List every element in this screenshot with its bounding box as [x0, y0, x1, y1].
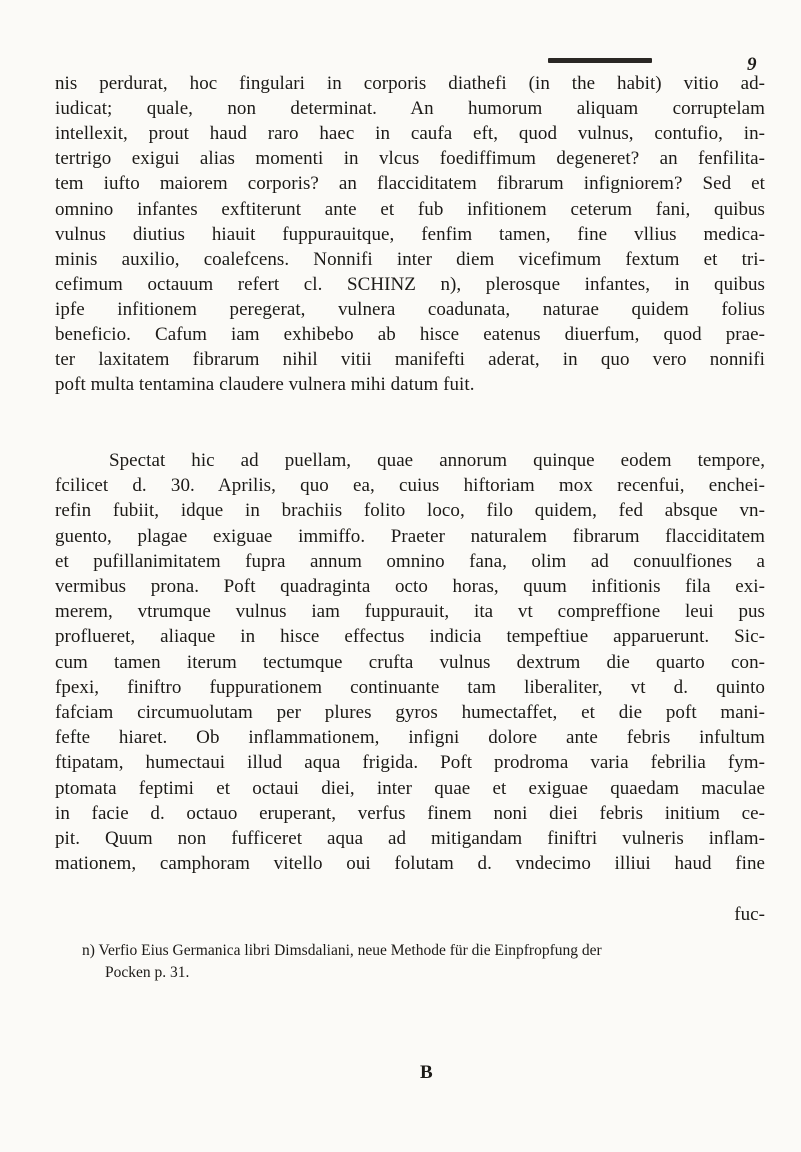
- text-line: iudicat; quale, non determinat. An humorum aliquam corruptelam: [55, 98, 765, 120]
- text-line: fafciam circumuolutam per plures gyros humectaffet, et die poft mani-: [55, 702, 765, 723]
- text-line: et pufillanimitatem fupra annum omnino fana, olim ad conuulfiones a: [55, 550, 765, 572]
- header-rule: [548, 58, 652, 63]
- catchword: fuc-: [734, 904, 765, 925]
- text-line: pit. Quum non fufficeret aqua ad mitigandam finiftri vulneris inflam-: [55, 828, 765, 849]
- text-line: beneficio. Cafum iam exhibebo ab hisce eatenus diuerfum, quod prae-: [55, 324, 765, 345]
- text-line: merem, vtrumque vulnus iam fuppurauit, ita vt compreffione leui pus: [55, 601, 765, 623]
- text-line: tertrigo exigui alias momenti in vlcus foediffimum degeneret? an fenfilita-: [55, 148, 765, 170]
- text-line: ftipatam, humectaui illud aqua frigida. Poft prodroma varia febrilia fym-: [55, 752, 765, 774]
- text-line: guento, plagae exiguae immiffo. Praeter naturalem fibrarum flacciditatem: [55, 525, 765, 547]
- text-line: cefimum octauum refert cl. SCHINZ n), plerosque infantes, in quibus: [55, 273, 765, 295]
- text-line: omnino infantes exftiterunt ante et fub infitionem ceterum fani, quibus: [55, 198, 765, 220]
- page-number: 9: [747, 54, 757, 75]
- text-line: ptomata feptimi et octaui diei, inter quae et exiguae quaedam maculae: [55, 777, 765, 799]
- text-line: tem iufto maiorem corporis? an flacciditatem fibrarum infigniorem? Sed et: [55, 173, 765, 195]
- text-line: vermibus prona. Poft quadraginta octo horas, quum infitionis fila exi-: [55, 576, 765, 597]
- footnote-line: Pocken p. 31.: [105, 964, 190, 981]
- text-line: Spectat hic ad puellam, quae annorum quinque eodem tempore,: [109, 450, 765, 471]
- text-line: vulnus diutius hiauit fuppurauitque, fenfim tamen, fine vllius medica-: [55, 223, 765, 245]
- text-line: ter laxitatem fibrarum nihil vitii manifefti aderat, in quo vero nonnifi: [55, 349, 765, 371]
- text-line: fpexi, finiftro fuppurationem continuante tam liberaliter, vt d. quinto: [55, 676, 765, 698]
- text-line: refin fubiit, idque in brachiis folito loco, filo quidem, fed absque vn-: [55, 500, 765, 522]
- signature-mark: B: [420, 1062, 433, 1083]
- text-line: mationem, camphoram vitello oui folutam d. vndecimo illiui haud fine: [55, 853, 765, 875]
- text-line: cum tamen iterum tectumque crufta vulnus dextrum die quarto con-: [55, 651, 765, 673]
- text-line: fcilicet d. 30. Aprilis, quo ea, cuius hiftoriam mox recenfui, enchei-: [55, 475, 765, 497]
- text-line: minis auxilio, coalefcens. Nonnifi inter diem vicefimum fextum et tri-: [55, 248, 765, 270]
- text-line: poft multa tentamina claudere vulnera mihi datum fuit.: [55, 374, 475, 396]
- text-line: intellexit, prout haud raro haec in caufa eft, quod vulnus, contufio, in-: [55, 123, 765, 145]
- text-line: proflueret, aliaque in hisce effectus indicia tempeftiue apparuerunt. Sic-: [55, 626, 765, 648]
- text-line: nis perdurat, hoc fingulari in corporis diathefi (in the habit) vitio ad-: [55, 73, 765, 94]
- footnote-line: n) Verfio Eius Germanica libri Dimsdaliani, neue Methode für die Einpfropfung der: [82, 942, 602, 959]
- text-line: ipfe infitionem peregerat, vulnera coadunata, naturae quidem folius: [55, 298, 765, 320]
- text-line: in facie d. octauo eruperant, verfus finem noni diei febris initium ce-: [55, 802, 765, 824]
- text-line: fefte hiaret. Ob inflammationem, infigni dolore ante febris infultum: [55, 727, 765, 749]
